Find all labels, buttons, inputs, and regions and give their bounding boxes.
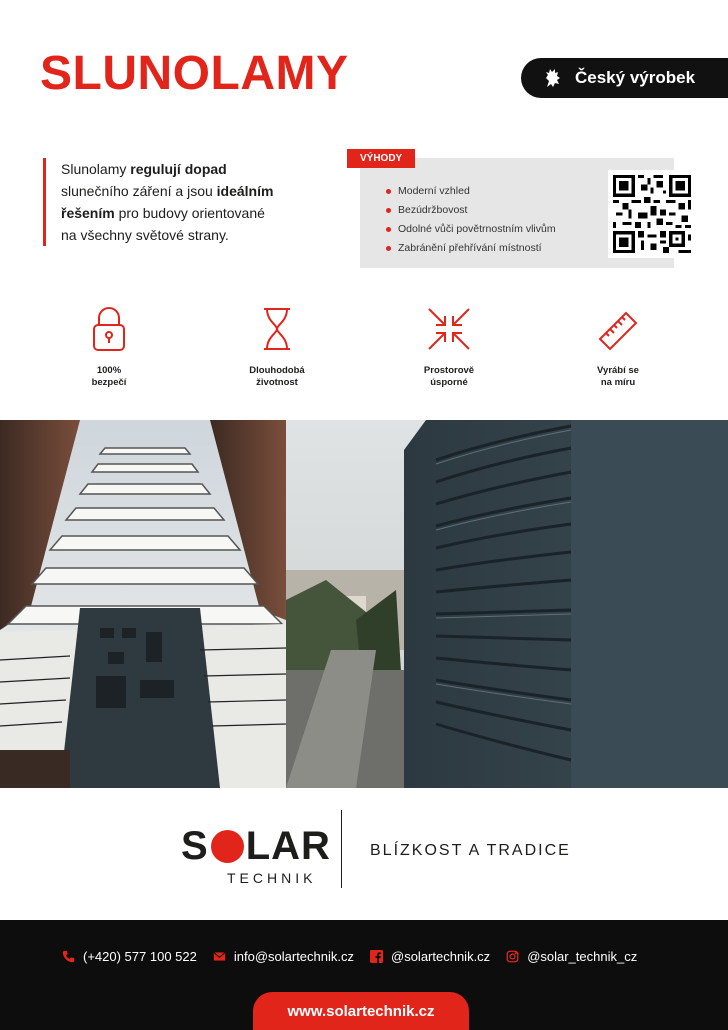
ruler-icon: [596, 305, 640, 353]
contact-email[interactable]: [213, 949, 354, 964]
logo-text-s: S: [181, 824, 209, 868]
feature-label: Prostorově: [423, 365, 475, 376]
intro-part: Slunolamy: [61, 161, 131, 177]
feature-label: 100%: [96, 365, 122, 376]
page-title: SLUNOLAMY: [40, 47, 349, 100]
phone-number: (+420) 577 100 522: [83, 949, 197, 964]
benefit-item: Bezúdržbovost: [386, 201, 556, 220]
feature-durability: [217, 305, 337, 389]
feature-label: životnost: [256, 377, 298, 388]
instagram-icon: [506, 950, 519, 963]
solar-technik-logo: [181, 826, 331, 886]
contact-phone[interactable]: [62, 949, 197, 964]
qr-code[interactable]: [608, 170, 696, 258]
logo-sun-icon: [211, 830, 244, 863]
hourglass-icon: [255, 305, 299, 353]
intro-highlight: ideálním řešením: [61, 183, 274, 221]
email-address: info@solartechnik.cz: [233, 949, 354, 964]
benefit-item: Moderní vzhled: [386, 182, 556, 201]
logo-text-lar: LAR: [245, 824, 331, 868]
website-button[interactable]: www.solartechnik.cz: [253, 992, 469, 1030]
facebook-handle: @solartechnik.cz: [391, 949, 491, 964]
email-icon: [213, 950, 226, 963]
benefit-item: Odolné vůči povětrnostním vlivům: [386, 220, 556, 239]
building-louvers-photo: [0, 420, 286, 788]
feature-label: na míru: [600, 377, 636, 388]
contact-facebook[interactable]: [370, 949, 490, 964]
czech-lion-icon: [541, 66, 565, 90]
qr-code-image: [613, 175, 691, 253]
facebook-icon: [370, 950, 383, 963]
feature-custom-made: [558, 305, 678, 389]
feature-label: Dlouhodobá: [249, 365, 305, 376]
feature-label: Vyrábí se: [597, 365, 639, 376]
instagram-handle: @solar_technik_cz: [527, 949, 638, 964]
benefits-tag: VÝHODY: [347, 149, 415, 168]
intro-highlight: regulují dopad: [130, 161, 227, 177]
czech-product-badge: [521, 58, 728, 98]
compress-arrows-icon: [427, 305, 471, 353]
benefits-list: [386, 182, 556, 258]
padlock-icon: [87, 305, 131, 353]
intro-part: slunečního záření a jsou: [61, 183, 217, 199]
contact-instagram[interactable]: [506, 949, 637, 964]
facade-louvers-photo: [286, 420, 728, 788]
intro-text: [43, 158, 283, 246]
slogan: BLÍZKOST A TRADICE: [370, 842, 571, 859]
brand-divider: [341, 810, 342, 888]
logo-subtitle: TECHNIK: [227, 870, 317, 886]
benefit-item: Zabránění přehřívání místností: [386, 239, 556, 258]
intro-part: pro budovy orientované na všechny světové strany.: [61, 205, 265, 243]
feature-space-saving: [389, 305, 509, 389]
contact-bar: [62, 949, 653, 964]
badge-label: Český výrobek: [575, 68, 696, 87]
feature-label: bezpečí: [91, 377, 127, 388]
phone-icon: [62, 950, 75, 963]
feature-label: úsporné: [430, 377, 468, 388]
feature-security: [49, 305, 169, 389]
